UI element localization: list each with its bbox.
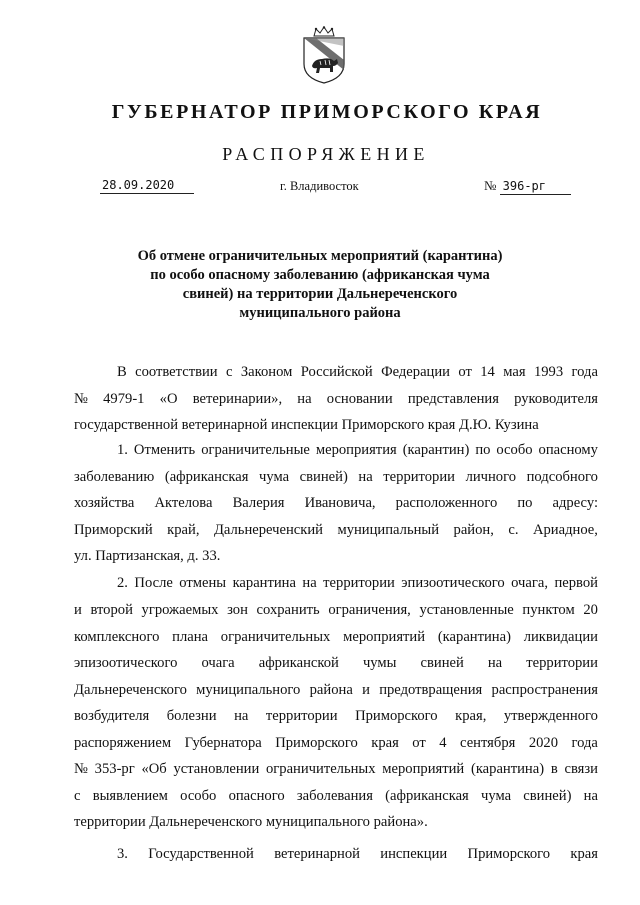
body-word: ветеринарной (274, 846, 360, 862)
coat-of-arms-emblem (300, 26, 348, 84)
title-line: по особо опасному заболеванию (африканская чума (150, 267, 490, 283)
body-word: После (134, 575, 173, 591)
body-word: Приморский (74, 522, 153, 538)
body-word: года (571, 735, 598, 751)
body-word: ул. Партизанская, д. 33. (74, 548, 221, 564)
body-word: мероприятий (382, 761, 465, 777)
document-title (0, 247, 640, 323)
body-line (74, 602, 598, 619)
body-word: В (117, 364, 127, 380)
body-word: соответствии (135, 364, 218, 380)
body-word: на (297, 391, 312, 407)
body-word: на (487, 655, 503, 671)
body-word: заболевания (296, 788, 373, 804)
body-line (74, 469, 598, 486)
body-word: государственной ветеринарной инспекции Приморского края Д.Ю. Кузина (74, 417, 539, 433)
title-line: муниципального района (239, 305, 401, 321)
body-word: по (475, 442, 491, 458)
body-word: № (74, 761, 88, 777)
body-word: руководителя (514, 391, 598, 407)
body-line (117, 364, 598, 381)
body-line (74, 629, 598, 646)
body-line (117, 442, 598, 459)
body-line (74, 391, 598, 408)
body-word: района (309, 682, 353, 698)
body-word: край, (167, 522, 200, 538)
body-word: № (74, 391, 88, 407)
body-word: 4 (439, 735, 447, 751)
body-word: эпизоотического (401, 575, 505, 591)
body-word: (африканская (385, 788, 469, 804)
body-line (74, 548, 598, 565)
body-word: Губернатора (184, 735, 262, 751)
body-word: зон (227, 602, 248, 618)
body-line (74, 814, 598, 831)
body-word: территории (526, 655, 598, 671)
body-line (74, 682, 598, 699)
body-word: 1. (117, 442, 128, 458)
body-word: подсобного (526, 469, 598, 485)
body-word: Приморского (275, 735, 358, 751)
body-word: 4979-1 (103, 391, 145, 407)
body-word: особо (180, 788, 217, 804)
body-word: с (74, 788, 81, 804)
body-word: возбудителя (74, 708, 150, 724)
body-word: «О (159, 391, 178, 407)
body-word: и (362, 682, 370, 698)
body-word: (африканская (164, 469, 249, 485)
body-word: плана (172, 629, 209, 645)
body-word: на (358, 469, 373, 485)
document-number: 396-рг (500, 179, 571, 195)
body-word: ограничительные (201, 442, 310, 458)
body-word: на (302, 575, 317, 591)
body-word: очага, (511, 575, 548, 591)
document-date: 28.09.2020 (100, 178, 194, 194)
body-line (74, 708, 598, 725)
title-line: Об отмене ограничительных мероприятий (карантина) (137, 248, 503, 264)
body-word: мероприятий (343, 629, 426, 645)
body-word: года (571, 364, 598, 380)
body-word: Государственной (148, 846, 254, 862)
body-word: 2. (117, 575, 128, 591)
body-word: Дальнереченский (213, 522, 323, 538)
body-word: чума (259, 469, 290, 485)
body-word: территории (383, 469, 455, 485)
body-word: очага (201, 655, 235, 671)
body-word: связи (564, 761, 598, 777)
body-word: второй (90, 602, 133, 618)
body-word: заболеванию (74, 469, 155, 485)
body-line (117, 575, 598, 592)
body-word: ликвидации (523, 629, 598, 645)
body-word: мероприятия (315, 442, 397, 458)
body-word: особо (496, 442, 533, 458)
body-line (74, 761, 598, 778)
body-word: свиней) (523, 788, 572, 804)
body-line (74, 788, 598, 805)
body-word: распоряжением (74, 735, 172, 751)
body-word: 1993 (533, 364, 564, 380)
body-word: отмены (179, 575, 227, 591)
body-word: сентября (460, 735, 516, 751)
body-word: основании (326, 391, 393, 407)
body-word: установлении (173, 761, 260, 777)
body-word: Федерации (381, 364, 450, 380)
body-line (74, 417, 598, 434)
body-word: 3. (117, 846, 128, 862)
document-number-block (484, 178, 571, 195)
body-word: представления (407, 391, 499, 407)
body-word: муниципального (196, 682, 301, 698)
body-word: инспекции (380, 846, 448, 862)
body-word: комплексного (74, 629, 160, 645)
body-word: африканской (258, 655, 339, 671)
body-word: карантина (232, 575, 296, 591)
body-word: края, (455, 708, 487, 724)
document-city: г. Владивосток (280, 179, 359, 193)
body-word: расположенного (395, 495, 498, 511)
body-word: в (550, 761, 558, 777)
body-word: Законом (240, 364, 293, 380)
body-word: Отменить (133, 442, 196, 458)
body-word: Приморского (467, 846, 551, 862)
body-word: муниципальный (337, 522, 440, 538)
body-word: Ариадное, (532, 522, 598, 538)
body-word: установленные (419, 602, 514, 618)
body-word: адресу: (552, 495, 598, 511)
body-word: чума (481, 788, 512, 804)
body-word: от (412, 735, 426, 751)
body-word: края (371, 735, 399, 751)
body-word: «Об (141, 761, 167, 777)
body-word: Российской (300, 364, 373, 380)
body-word: 20 (583, 602, 598, 618)
body-word: на (583, 788, 598, 804)
body-word: Дальнереченского (74, 682, 187, 698)
body-word: Приморского (355, 708, 438, 724)
body-word: 2020 (528, 735, 558, 751)
body-word: территории (265, 708, 338, 724)
body-word: предотвращения (379, 682, 483, 698)
body-word: от (458, 364, 472, 380)
body-word: края (570, 846, 598, 862)
body-word: личного (465, 469, 517, 485)
body-word: хозяйства (74, 495, 135, 511)
body-word: (карантина) (437, 629, 511, 645)
body-word: Ивановича, (304, 495, 376, 511)
body-word: 14 (480, 364, 495, 380)
body-word: ограничения, (328, 602, 411, 618)
body-word: Актелова (154, 495, 213, 511)
body-line (74, 522, 598, 539)
body-word: территории Дальнереченского муниципального района». (74, 814, 428, 830)
body-word: с (225, 364, 233, 380)
body-line (74, 735, 598, 752)
body-word: ограничительных (220, 629, 331, 645)
body-word: эпизоотического (74, 655, 178, 671)
body-word: район, (453, 522, 494, 538)
body-word: выявлением (92, 788, 168, 804)
body-word: опасного (228, 788, 285, 804)
body-word: первой (554, 575, 598, 591)
body-word: угрожаемых (141, 602, 219, 618)
number-sign: № (484, 178, 497, 193)
body-word: с. (508, 522, 519, 538)
body-word: чумы (362, 655, 397, 671)
title-line: свиней) на территории Дальнереченского (182, 286, 458, 302)
body-word: пунктом (522, 602, 575, 618)
body-word: 353-рг (94, 761, 135, 777)
document-type: РАСПОРЯЖЕНИЕ (222, 144, 430, 164)
body-word: опасному (538, 442, 598, 458)
body-word: сохранить (256, 602, 320, 618)
body-word: утвержденного (503, 708, 598, 724)
body-word: (карантина) (470, 761, 545, 777)
body-line (74, 495, 598, 512)
body-word: и (74, 602, 82, 618)
body-line (117, 846, 598, 863)
body-word: (карантин) (402, 442, 470, 458)
body-word: ветеринарии», (192, 391, 283, 407)
body-word: болезни (166, 708, 217, 724)
body-word: мая (503, 364, 526, 380)
body-word: территории (323, 575, 395, 591)
body-word: ограничительных (266, 761, 376, 777)
body-word: Валерия (232, 495, 285, 511)
body-word: свиней (420, 655, 464, 671)
body-word: на (234, 708, 249, 724)
body-word: свиней) (299, 469, 348, 485)
body-word: распространения (491, 682, 598, 698)
body-word: по (517, 495, 533, 511)
body-line (74, 655, 598, 672)
issuing-authority: ГУБЕРНАТОР ПРИМОРСКОГО КРАЯ (111, 101, 543, 123)
